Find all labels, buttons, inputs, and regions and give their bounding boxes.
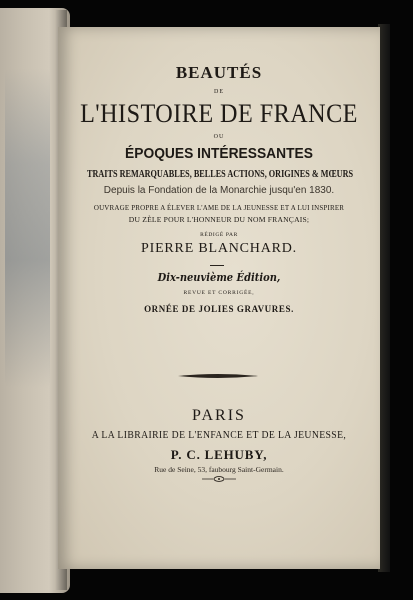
purpose-line-2: DU ZÈLE POUR L'HONNEUR DU NOM FRANÇAIS; <box>128 215 310 224</box>
connector-de: DE <box>214 89 224 95</box>
librairie-line: A LA LIBRAIRIE DE L'ENFANCE ET DE LA JEUNESSE, <box>91 430 347 441</box>
city: PARIS <box>192 407 246 424</box>
subtitle: ÉPOQUES INTÉRESSANTES <box>125 145 313 162</box>
author-name: PIERRE BLANCHARD. <box>141 241 297 256</box>
redige-par: RÉDIGÉ PAR <box>200 232 238 238</box>
publisher-address: Rue de Seine, 53, faubourg Saint-Germain. <box>154 465 284 474</box>
divider-rule <box>210 265 224 266</box>
ornee-line: ORNÉE DE JOLIES GRAVURES. <box>144 304 294 314</box>
main-title: L'HISTOIRE DE FRANCE <box>80 99 358 128</box>
period-line: Depuis la Fondation de la Monarchie jusqu'en 1830. <box>103 185 335 196</box>
subtitle-detail: TRAITS REMARQUABLES, BELLES ACTIONS, ORIGINES & MŒURS <box>86 169 354 180</box>
edition-line: Dix-neuvième Édition, <box>157 271 281 284</box>
connector-ou: OU <box>213 134 225 140</box>
revue-line: REVUE ET CORRIGÉE, <box>183 290 255 296</box>
facing-page-engraving-shadow <box>5 68 50 388</box>
purpose-line-1: OUVRAGE PROPRE A ÉLEVER L'AME DE LA JEUNESSE ET A LUI INSPIRER <box>93 203 345 212</box>
title-line-beautes: BEAUTÉS <box>175 63 263 82</box>
ornament-rule-icon <box>176 372 260 380</box>
ornament-flourish-icon <box>201 475 237 483</box>
title-page <box>58 27 380 569</box>
publisher-name: P. C. LEHUBY, <box>170 447 268 462</box>
